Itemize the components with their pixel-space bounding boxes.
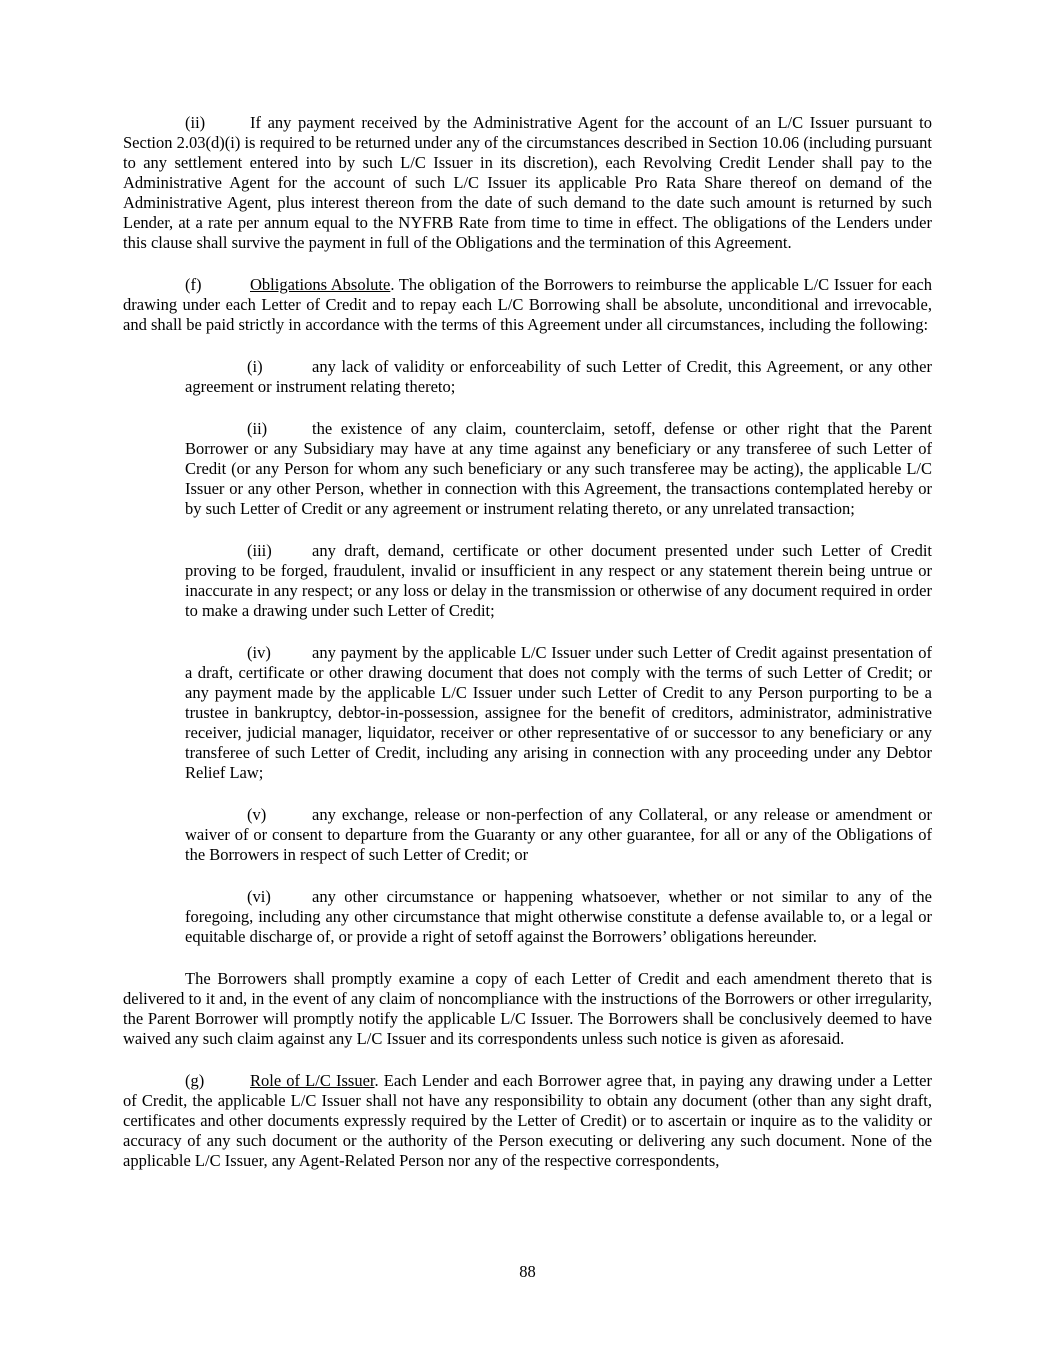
paragraph: (g) Role of L/C Issuer. Each Lender and each Borrower agree that, in paying any drawing under a Letter of Credit, the applicable L/C Issuer shall not have any responsibility to obtain any document (other than any sight draft, certificates and other documents expressly required by the Letter of Credit) or to ascertain or inquire as to the validity or accuracy of any such document or the authority of the Person executing or delivering any such document. None of the applicable L/C Issuer, any Agent-Related Person nor any of the respective correspondents, (123, 1071, 932, 1170)
list-marker: (f) (185, 275, 202, 294)
paragraph: (ii) the existence of any claim, counterclaim, setoff, defense or other right that the Parent Borrower or any Subsidiary may have at any time against any beneficiary or any transferee of such Letter of Credit (or any Person for whom any such beneficiary or any such transferee may be acting), the applicable L/C Issuer or any other Person, whether in connection with this Agreement, the transactions contemplated hereby or by such Letter of Credit or any agreement or instrument relating thereto, or any unrelated transaction; (185, 419, 932, 518)
list-marker: (iii) (247, 541, 272, 560)
section-heading: Obligations Absolute (250, 275, 391, 294)
document-body (123, 113, 932, 1171)
list-marker: (vi) (247, 887, 271, 906)
paragraph: The Borrowers shall promptly examine a copy of each Letter of Credit and each amendment thereto that is delivered to it and, in the event of any claim of noncompliance with the instructions of the Borrowers or other irregularity, the Parent Borrower will promptly notify the applicable L/C Issuer. The Borrowers shall be conclusively deemed to have waived any such claim against any L/C Issuer and its correspondents unless such notice is given as aforesaid. (123, 969, 932, 1048)
paragraph: (ii) If any payment received by the Administrative Agent for the account of an L/C Issuer pursuant to Section 2.03(d)(i) is required to be returned under any of the circumstances described in Section 10.06 (including pursuant to any settlement entered into by such L/C Issuer in its discretion), each Revolving Credit Lender shall pay to the Administrative Agent for the account of such L/C Issuer its applicable Pro Rata Share thereof on demand of the Administrative Agent, plus interest thereon from the date of such demand to the date such amount is returned by such Lender, at a rate per annum equal to the NYFRB Rate from time to time in effect. The obligations of the Lenders under this clause shall survive the payment in full of the Obligations and the termination of this Agreement. (123, 113, 932, 252)
paragraph: (v) any exchange, release or non-perfection of any Collateral, or any release or amendment or waiver of or consent to departure from the Guaranty or any other guarantee, for all or any of the Obligations of the Borrowers in respect of such Letter of Credit; or (185, 805, 932, 864)
paragraph: (vi) any other circumstance or happening whatsoever, whether or not similar to any of the foregoing, including any other circumstance that might otherwise constitute a defense available to, or a legal or equitable discharge of, or provide a right of setoff against the Borrowers’ obligations hereunder. (185, 887, 932, 946)
list-marker: (iv) (247, 643, 271, 662)
list-marker: (ii) (247, 419, 268, 438)
paragraph: (iii) any draft, demand, certificate or other document presented under such Letter of Credit proving to be forged, fraudulent, invalid or insufficient in any respect or any statement therein being untrue or inaccurate in any respect; or any loss or delay in the transmission or otherwise of any document required in order to make a drawing under such Letter of Credit; (185, 541, 932, 620)
paragraph: (i) any lack of validity or enforceability of such Letter of Credit, this Agreement, or any other agreement or instrument relating thereto; (185, 357, 932, 396)
paragraph: (iv) any payment by the applicable L/C Issuer under such Letter of Credit against presentation of a draft, certificate or other drawing document that does not comply with the terms of such Letter of Credit; or any payment made by the applicable L/C Issuer under such Letter of Credit to any Person purporting to be a trustee in bankruptcy, debtor-in-possession, assignee for the benefit of creditors, administrator, administrative receiver, judicial manager, liquidator, receiver or other representative of or successor to any beneficiary or any transferee of such Letter of Credit, including any arising in connection with any proceeding under any Debtor Relief Law; (185, 643, 932, 782)
section-heading: Role of L/C Issuer (250, 1071, 375, 1090)
list-marker: (g) (185, 1071, 205, 1090)
list-marker: (ii) (185, 113, 206, 132)
paragraph: (f) Obligations Absolute. The obligation of the Borrowers to reimburse the applicable L/C Issuer for each drawing under each Letter of Credit and to repay each L/C Borrowing shall be absolute, unconditional and irrevocable, and shall be paid strictly in accordance with the terms of this Agreement under all circumstances, including the following: (123, 275, 932, 334)
list-marker: (v) (247, 805, 267, 824)
page-number: 88 (519, 1262, 536, 1281)
list-marker: (i) (247, 357, 263, 376)
